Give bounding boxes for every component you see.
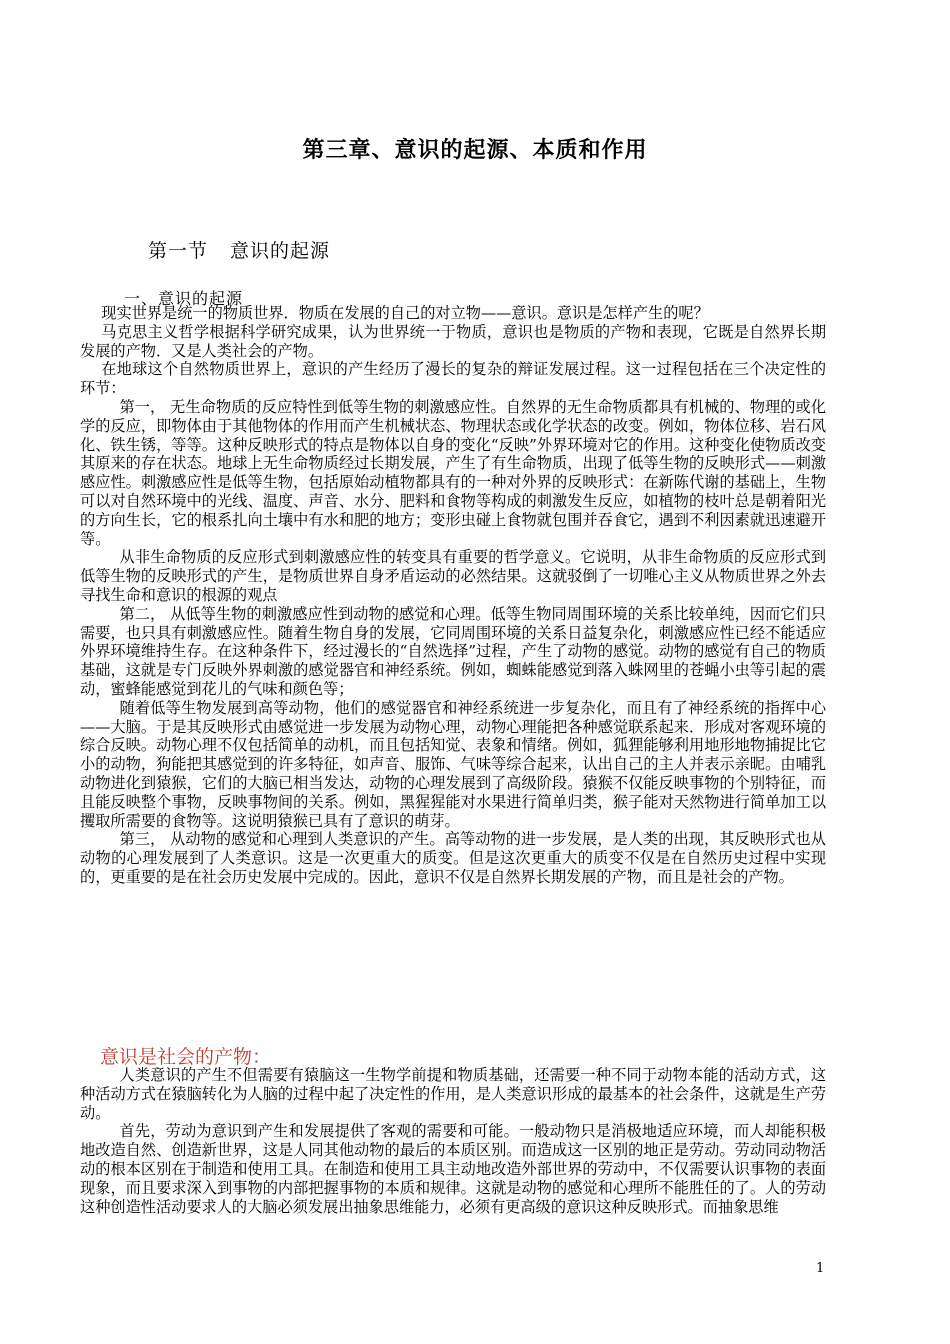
section-name: 意识的起源 xyxy=(230,240,331,262)
paragraph: 第二， 从低等生物的刺激感应性到动物的感觉和心理。低等生物同周围环境的关系比较单纯，因而它们只需要，也只具有刺激感应性。随着生物自身的发展，它同周围环境的关系日益复杂化，刺激感应性已经不能适应外界环境维持生存。在这种条件下，经过漫长的“自然选择”过程，产生了动物的感觉。动物的感觉有自己的物质基础，这就是专门反映外界刺激的感觉器官和神经系统。例如，蜘蛛能感觉到落入蛛网里的苍蝇小虫等引起的震动，蜜蜂能感觉到花儿的气味和颜色等； xyxy=(80,604,826,698)
paragraph: 现实世界是统一的物质世界．物质在发展的自己的对立物——意识。意识是怎样产生的呢？ xyxy=(101,304,709,322)
section-number: 第一节 xyxy=(148,240,209,262)
paragraph: 第三， 从动物的感觉和心理到人类意识的产生。高等动物的进一步发展，是人类的出现，其反映形式也从动物的心理发展到了人类意识。这是一次更重大的质变。但是这次更重大的质变不仅是在自然历史过程中实现的，更重要的是在社会历史发展中完成的。因此，意识不仅是自然界长期发展的产物，而且是社会的产物。 xyxy=(80,830,826,886)
social-body-text xyxy=(80,1066,826,1216)
paragraph: 马克思主义哲学根据科学研究成果，认为世界统一于物质，意识也是物质的产物和表现，它既是自然界长期发展的产物．又是人类社会的产物。 xyxy=(80,322,826,360)
paragraph: 在地球这个自然物质世界上，意识的产生经历了漫长的复杂的辩证发展过程。这一过程包括在三个决定性的环节： xyxy=(80,360,826,398)
subsection-title: 一、意识的起源 xyxy=(124,289,244,308)
paragraph: 人类意识的产生不但需要有猿脑这一生物学前提和物质基础，还需要一种不同于动物本能的活动方式，这种活动方式在猿脑转化为人脑的过程中起了决定性的作用，是人类意识形成的最基本的社会条件，这就是生产劳动。 xyxy=(80,1066,826,1122)
paragraph: 首先，劳动为意识到产生和发展提供了客观的需要和可能。一般动物只是消极地适应环境，而人却能积极地改造自然、创造新世界，这是人同其他动物的最后的本质区别。而造成这一区别的地正是劳动。劳动同动物活动的根本区别在于制造和使用工具。在制造和使用工具主动地改造外部世界的劳动中，不仅需要认识事物的表面现象，而且要求深入到事物的内部把握事物的本质和规律。这就是动物的感觉和心理所不能胜任的了。人的劳动这种创造性活动要求人的大脑必须发展出抽象思维能力，必须有更高级的意识这种反映形式。而抽象思维 xyxy=(80,1122,826,1216)
chapter-title: 第三章、意识的起源、本质和作用 xyxy=(302,138,648,163)
paragraph: 随着低等生物发展到高等动物，他们的感觉器官和神经系统进一步复杂化，而且有了神经系统的指挥中心——大脑。于是其反映形式由感觉进一步发展为动物心理，动物心理能把各种感觉联系起来．形成对客观环境的综合反映。动物心理不仅包括简单的动机，而且包括知觉、表象和情绪。例如，狐狸能够利用地形地物捕捉比它小的动物，狗能把其感觉到的许多特征，如声音、服饰、气味等综合起来，认出自己的主人并表示亲昵。由哺乳动物进化到猿猴，它们的大脑已相当发达，动物的心理发展到了高级阶段。猿猴不仅能反映事物的个别特征，而且能反映整个事物，反映事物间的关系。例如，黑猩猩能对水果进行简单归类，猴子能对天然物进行简单加工以攫取所需要的食物等。这说明猿猴已具有了意识的萌芽。 xyxy=(80,698,826,830)
section-title xyxy=(148,236,330,263)
paragraph: 第一， 无生命物质的反应特性到低等生物的刺激感应性。自然界的无生命物质都具有机械的、物理的或化学的反应，即物体由于其他物体的作用而产生机械状态、物理状态或化学状态的改变。例如，物体位移、岩石风化、铁生锈，等等。这种反映形式的特点是物体以自身的变化“反映”外界环境对它的作用。这种变化使物质改变其原来的存在状态。地球上无生命物质经过长期发展，产生了有生命物质，出现了低等生物的反映形式——刺激感应性。刺激感应性是低等生物，包括原始动植物都具有的一种对外界的反映形式：在新陈代谢的基础上，生物可以对自然环境中的光线、温度、声音、水分、肥料和食物等构成的刺激发生反应，如植物的枝叶总是朝着阳光的方向生长，它的根系扎向土壤中有水和肥的地方；变形虫碰上食物就包围并吞食它，遇到不利因素就迅速避开等。 xyxy=(80,397,826,548)
paragraph: 从非生命物质的反应形式到刺激感应性的转变具有重要的哲学意义。它说明，从非生命物质的反应形式到低等生物的反映形式的产生，是物质世界自身矛盾运动的必然结果。这就驳倒了一切唯心主义从物质世界之外去寻找生命和意识的根源的观点 xyxy=(80,548,826,604)
page-number: 1 xyxy=(816,1261,825,1276)
body-text xyxy=(80,304,826,887)
social-product-heading: 意识是社会的产物： xyxy=(100,1046,272,1068)
